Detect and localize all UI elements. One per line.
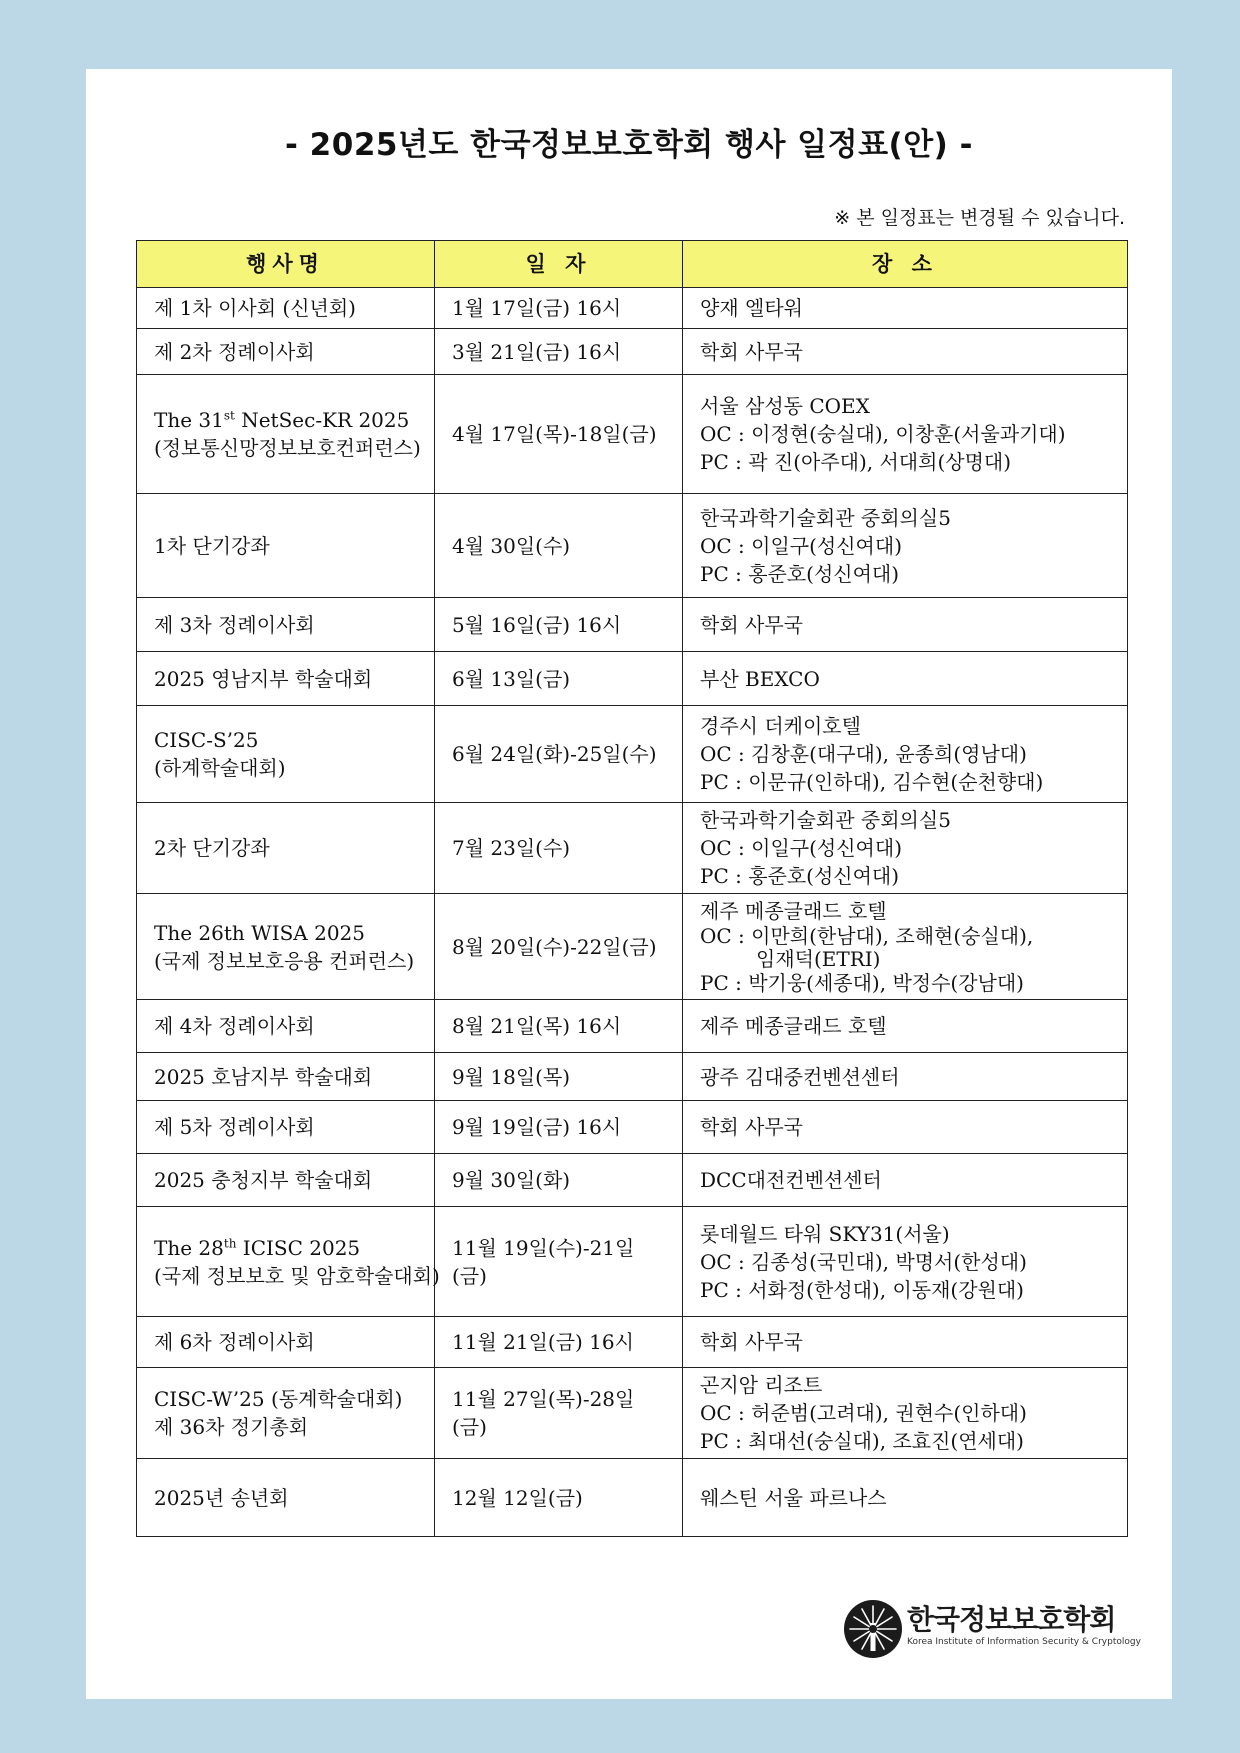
event-cell: 2차 단기강좌 [137, 803, 435, 894]
table-row [137, 803, 1128, 894]
venue-cell: 학회 사무국 [683, 329, 1128, 375]
date-cell: 4월 17일(목)-18일(금) [435, 375, 683, 494]
venue-cell: 롯데월드 타워 SKY31(서울) OC : 김종성(국민대), 박명서(한성대) PC : 서화정(한성대), 이동재(강원대) [683, 1207, 1128, 1317]
date-cell: 1월 17일(금) 16시 [435, 288, 683, 329]
date-cell: 7월 23일(수) [435, 803, 683, 894]
event-cell: The 26th WISA 2025 (국제 정보보호응용 컨퍼런스) [137, 894, 435, 1000]
date-cell: 6월 24일(화)-25일(수) [435, 706, 683, 803]
date-cell: 11월 27일(목)-28일(금) [435, 1368, 683, 1459]
table-row [137, 1459, 1128, 1537]
table-row [137, 1207, 1128, 1317]
venue-cell: 제주 메종글래드 호텔 [683, 1000, 1128, 1053]
date-cell: 3월 21일(금) 16시 [435, 329, 683, 375]
event-cell: 제 4차 정례이사회 [137, 1000, 435, 1053]
table-row [137, 1101, 1128, 1154]
event-cell: 제 6차 정례이사회 [137, 1317, 435, 1368]
date-cell: 11월 21일(금) 16시 [435, 1317, 683, 1368]
table-row [137, 894, 1128, 1000]
schedule-notice: ※ 본 일정표는 변경될 수 있습니다. [834, 207, 1125, 229]
event-cell: CISC-S’25 (하계학술대회) [137, 706, 435, 803]
header-event: 행사명 [137, 241, 435, 288]
kiisc-logo [843, 1594, 1141, 1664]
table-row [137, 1154, 1128, 1207]
date-cell: 9월 18일(목) [435, 1053, 683, 1101]
venue-cell: 광주 김대중컨벤션센터 [683, 1053, 1128, 1101]
venue-cell: 제주 메종글래드 호텔 OC : 이만희(한남대), 조해현(숭실대), 임재덕(ETRI) PC : 박기웅(세종대), 박정수(강남대) [683, 894, 1128, 1000]
event-cell: The 31st NetSec-KR 2025 (정보통신망정보보호컨퍼런스) [137, 375, 435, 494]
venue-cell: 한국과학기술회관 중회의실5 OC : 이일구(성신여대) PC : 홍준호(성신여대) [683, 494, 1128, 598]
date-cell: 5월 16일(금) 16시 [435, 598, 683, 652]
date-cell: 8월 20일(수)-22일(금) [435, 894, 683, 1000]
document-page [86, 69, 1172, 1699]
event-cell: The 28th ICISC 2025 (국제 정보보호 및 암호학술대회) [137, 1207, 435, 1317]
table-row [137, 288, 1128, 329]
date-cell: 12월 12일(금) [435, 1459, 683, 1537]
table-row [137, 598, 1128, 652]
table-row [137, 1000, 1128, 1053]
date-cell: 9월 30일(화) [435, 1154, 683, 1207]
event-cell: 2025 영남지부 학술대회 [137, 652, 435, 706]
event-cell: 2025년 송년회 [137, 1459, 435, 1537]
venue-cell: 부산 BEXCO [683, 652, 1128, 706]
table-row [137, 706, 1128, 803]
table-row [137, 375, 1128, 494]
event-schedule-table [136, 240, 1128, 1537]
venue-cell: 한국과학기술회관 중회의실5 OC : 이일구(성신여대) PC : 홍준호(성신여대) [683, 803, 1128, 894]
date-cell: 9월 19일(금) 16시 [435, 1101, 683, 1154]
table-row [137, 329, 1128, 375]
venue-cell: 웨스틴 서울 파르나스 [683, 1459, 1128, 1537]
event-cell: CISC-W’25 (동계학술대회) 제 36차 정기총회 [137, 1368, 435, 1459]
venue-cell: DCC대전컨벤션센터 [683, 1154, 1128, 1207]
date-cell: 8월 21일(목) 16시 [435, 1000, 683, 1053]
venue-cell: 학회 사무국 [683, 598, 1128, 652]
event-cell: 제 1차 이사회 (신년회) [137, 288, 435, 329]
table-row [137, 1317, 1128, 1368]
table-row [137, 652, 1128, 706]
date-cell: 11월 19일(수)-21일(금) [435, 1207, 683, 1317]
event-cell: 제 5차 정례이사회 [137, 1101, 435, 1154]
event-cell: 2025 충청지부 학술대회 [137, 1154, 435, 1207]
venue-cell: 학회 사무국 [683, 1317, 1128, 1368]
header-venue: 장 소 [683, 241, 1128, 288]
logo-name: 한국정보보호학회 [907, 1603, 1116, 1636]
kiisc-emblem-icon [843, 1599, 903, 1659]
event-cell: 제 3차 정례이사회 [137, 598, 435, 652]
venue-cell: 양재 엘타워 [683, 288, 1128, 329]
table-row [137, 1368, 1128, 1459]
event-cell: 제 2차 정례이사회 [137, 329, 435, 375]
event-cell: 1차 단기강좌 [137, 494, 435, 598]
header-date: 일 자 [435, 241, 683, 288]
page-title: - 2025년도 한국정보보호학회 행사 일정표(안) - [285, 127, 973, 163]
date-cell: 4월 30일(수) [435, 494, 683, 598]
table-header-row [137, 241, 1128, 288]
venue-cell: 서울 삼성동 COEX OC : 이정현(숭실대), 이창훈(서울과기대) PC : 곽 진(아주대), 서대희(상명대) [683, 375, 1128, 494]
venue-cell: 곤지암 리조트 OC : 허준범(고려대), 권현수(인하대) PC : 최대선(숭실대), 조효진(연세대) [683, 1368, 1128, 1459]
logo-subtitle: Korea Institute of Information Security & Cryptology [907, 1637, 1141, 1647]
table-row [137, 1053, 1128, 1101]
venue-cell: 경주시 더케이호텔 OC : 김창훈(대구대), 윤종희(영남대) PC : 이문규(인하대), 김수현(순천향대) [683, 706, 1128, 803]
date-cell: 6월 13일(금) [435, 652, 683, 706]
event-cell: 2025 호남지부 학술대회 [137, 1053, 435, 1101]
table-row [137, 494, 1128, 598]
venue-cell: 학회 사무국 [683, 1101, 1128, 1154]
